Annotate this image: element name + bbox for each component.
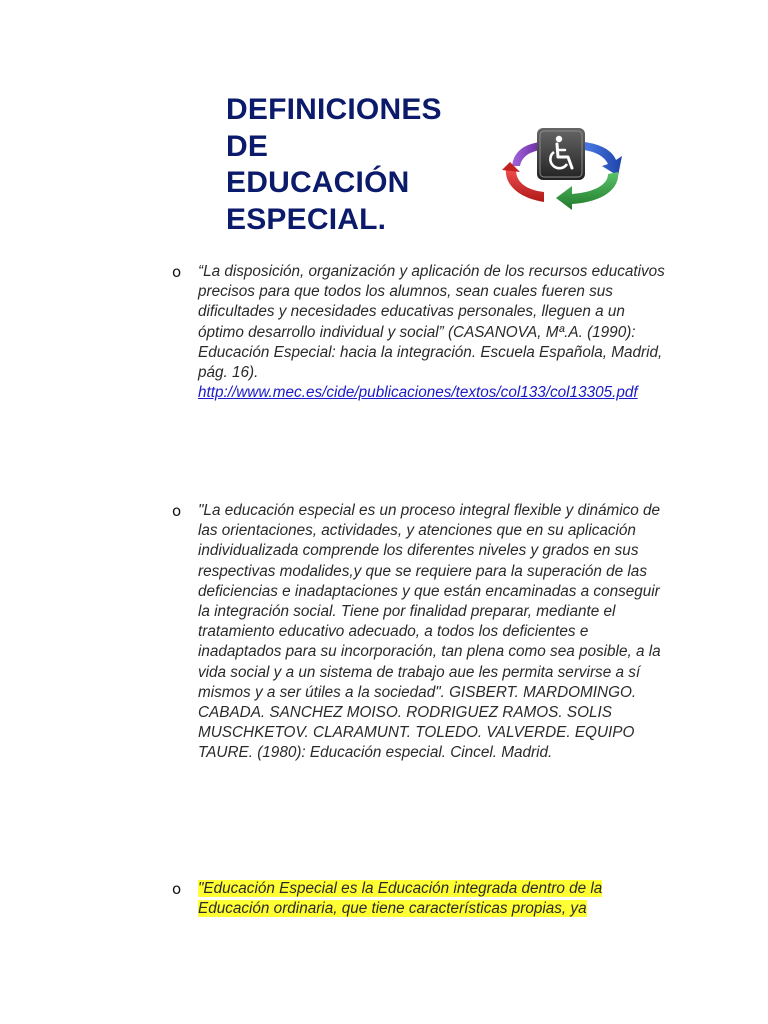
wheelchair-accessibility-icon (500, 122, 624, 214)
title-line-2: DE (226, 129, 269, 163)
definition-body-1: “La disposición, organización y aplicación de los recursos educativos precisos para que todos los alumnos, sean cuales fueren sus dificultades y necesidades educativas personales, lleguen a un óptimo desarrollo individual y social” (CASANOVA, Mª.A. (1990): Educación Especial: hacia la integración. Escuela Española, Madrid, pág. 16). (198, 263, 665, 382)
definition-text-1 (198, 262, 668, 403)
highlighted-text: "Educación Especial es la Educación integrada dentro de la Educación ordinaria, que tiene características propias, ya (198, 880, 603, 918)
bullet-marker: o (172, 502, 182, 520)
definition-link-1[interactable]: http://www.mec.es/cide/publicaciones/textos/col133/col13305.pdf (198, 384, 638, 402)
title-line-3: EDUCACIÓN (226, 166, 410, 199)
bullet-marker: o (172, 880, 182, 898)
definition-text-2: "La educación especial es un proceso integral flexible y dinámico de las orientaciones, actividades, y atenciones que en su aplicación individualizada comprende los diferentes niveles y grados en sus respectivas modalides,y que se requiere para la superación de las deficiencias e inadaptaciones y que están encaminadas a conseguir la integración social. Tiene por finalidad preparar, mediante el tratamiento educativo adecuado, a todos los deficientes e inadaptados para su incorporación, tan plena como sea posible, a la vida social y a un sistema de trabajo aue les permita servirse a sí mismos y a ser útiles a la sociedad". GISBERT. MARDOMINGO. CABADA. SANCHEZ MOISO. RODRIGUEZ RAMOS. SOLIS MUSCHKETOV. CLARAMUNT. TOLEDO. VALVERDE. EQUIPO TAURE. (1980): Educación especial. Cincel. Madrid. (198, 502, 661, 762)
title-line-1: DEFINICIONES (226, 93, 442, 126)
title-line-4: ESPECIAL. (226, 202, 387, 236)
definition-text-3 (198, 879, 668, 919)
bullet-marker: o (172, 263, 182, 281)
page-title (226, 92, 442, 238)
